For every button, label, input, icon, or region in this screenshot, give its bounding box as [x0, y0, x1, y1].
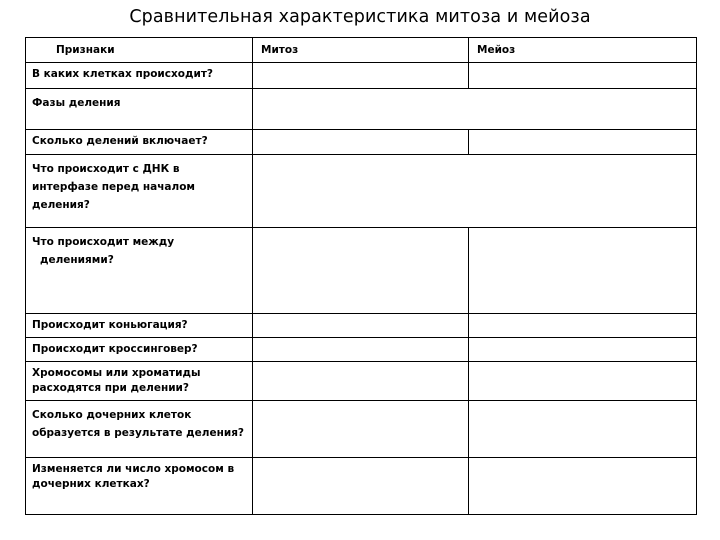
- answer-cell-mitosis[interactable]: [253, 338, 469, 362]
- row-label-cell: [26, 338, 253, 362]
- answer-cell-merged[interactable]: [253, 89, 697, 130]
- answer-cell-meiosis[interactable]: [469, 362, 697, 401]
- answer-cell-meiosis[interactable]: [469, 130, 697, 155]
- column-header-feature-label: Признаки: [56, 44, 115, 56]
- answer-cell-mitosis[interactable]: [253, 314, 469, 338]
- row-label: [26, 228, 252, 273]
- row-label: Происходит коньюгация?: [32, 319, 188, 331]
- answer-cell-mitosis[interactable]: [253, 228, 469, 314]
- row-label: Хромосомы или хроматиды расходятся при делении?: [32, 367, 201, 394]
- answer-cell-meiosis[interactable]: [469, 401, 697, 458]
- comparison-table-container: [25, 37, 696, 515]
- row-label-cell: [26, 314, 253, 338]
- row-label-cell: [26, 155, 253, 228]
- row-label: Фазы деления: [32, 97, 121, 109]
- page-title: Сравнительная характеристика митоза и мейоза: [129, 7, 591, 27]
- table-row: [26, 338, 697, 362]
- answer-cell-mitosis[interactable]: [253, 362, 469, 401]
- answer-cell-meiosis[interactable]: [469, 314, 697, 338]
- row-label: Сколько делений включает?: [32, 135, 208, 147]
- table-row: [26, 89, 697, 130]
- table-row: [26, 63, 697, 89]
- row-label-line-1: Что происходит между: [32, 236, 175, 248]
- row-label-cell: [26, 228, 253, 314]
- column-header-mitosis: [253, 38, 469, 63]
- answer-cell-mitosis[interactable]: [253, 130, 469, 155]
- row-label-cell: [26, 63, 253, 89]
- table-header-row: [26, 38, 697, 63]
- column-header-feature: [26, 38, 253, 63]
- answer-cell-meiosis[interactable]: [469, 228, 697, 314]
- table-row: [26, 401, 697, 458]
- table-row: [26, 314, 697, 338]
- column-header-mitosis-label: Митоз: [261, 44, 299, 56]
- answer-cell-meiosis[interactable]: [469, 338, 697, 362]
- row-label-cell: [26, 401, 253, 458]
- row-label: В каких клетках происходит?: [32, 68, 214, 80]
- row-label: Что происходит с ДНК в интерфазе перед началом деления?: [32, 163, 195, 211]
- row-label: Происходит кроссинговер?: [32, 343, 198, 355]
- answer-cell-merged[interactable]: [253, 155, 697, 228]
- answer-cell-mitosis[interactable]: [253, 458, 469, 515]
- table-row: [26, 458, 697, 515]
- answer-cell-meiosis[interactable]: [469, 458, 697, 515]
- row-label-cell: [26, 362, 253, 401]
- comparison-table: [25, 37, 697, 515]
- row-label: Сколько дочерних клеток образуется в результате деления?: [32, 409, 245, 439]
- row-label: Изменяется ли число хромосом в дочерних клетках?: [32, 463, 235, 490]
- row-label-cell: [26, 458, 253, 515]
- table-row: [26, 228, 697, 314]
- row-label-cell: [26, 89, 253, 130]
- column-header-meiosis: [469, 38, 697, 63]
- answer-cell-mitosis[interactable]: [253, 63, 469, 89]
- table-row: [26, 130, 697, 155]
- column-header-meiosis-label: Мейоз: [477, 44, 516, 56]
- row-label-cell: [26, 130, 253, 155]
- row-label-line-2: делениями?: [40, 254, 114, 266]
- table-row: [26, 362, 697, 401]
- table-row: [26, 155, 697, 228]
- answer-cell-mitosis[interactable]: [253, 401, 469, 458]
- answer-cell-meiosis[interactable]: [469, 63, 697, 89]
